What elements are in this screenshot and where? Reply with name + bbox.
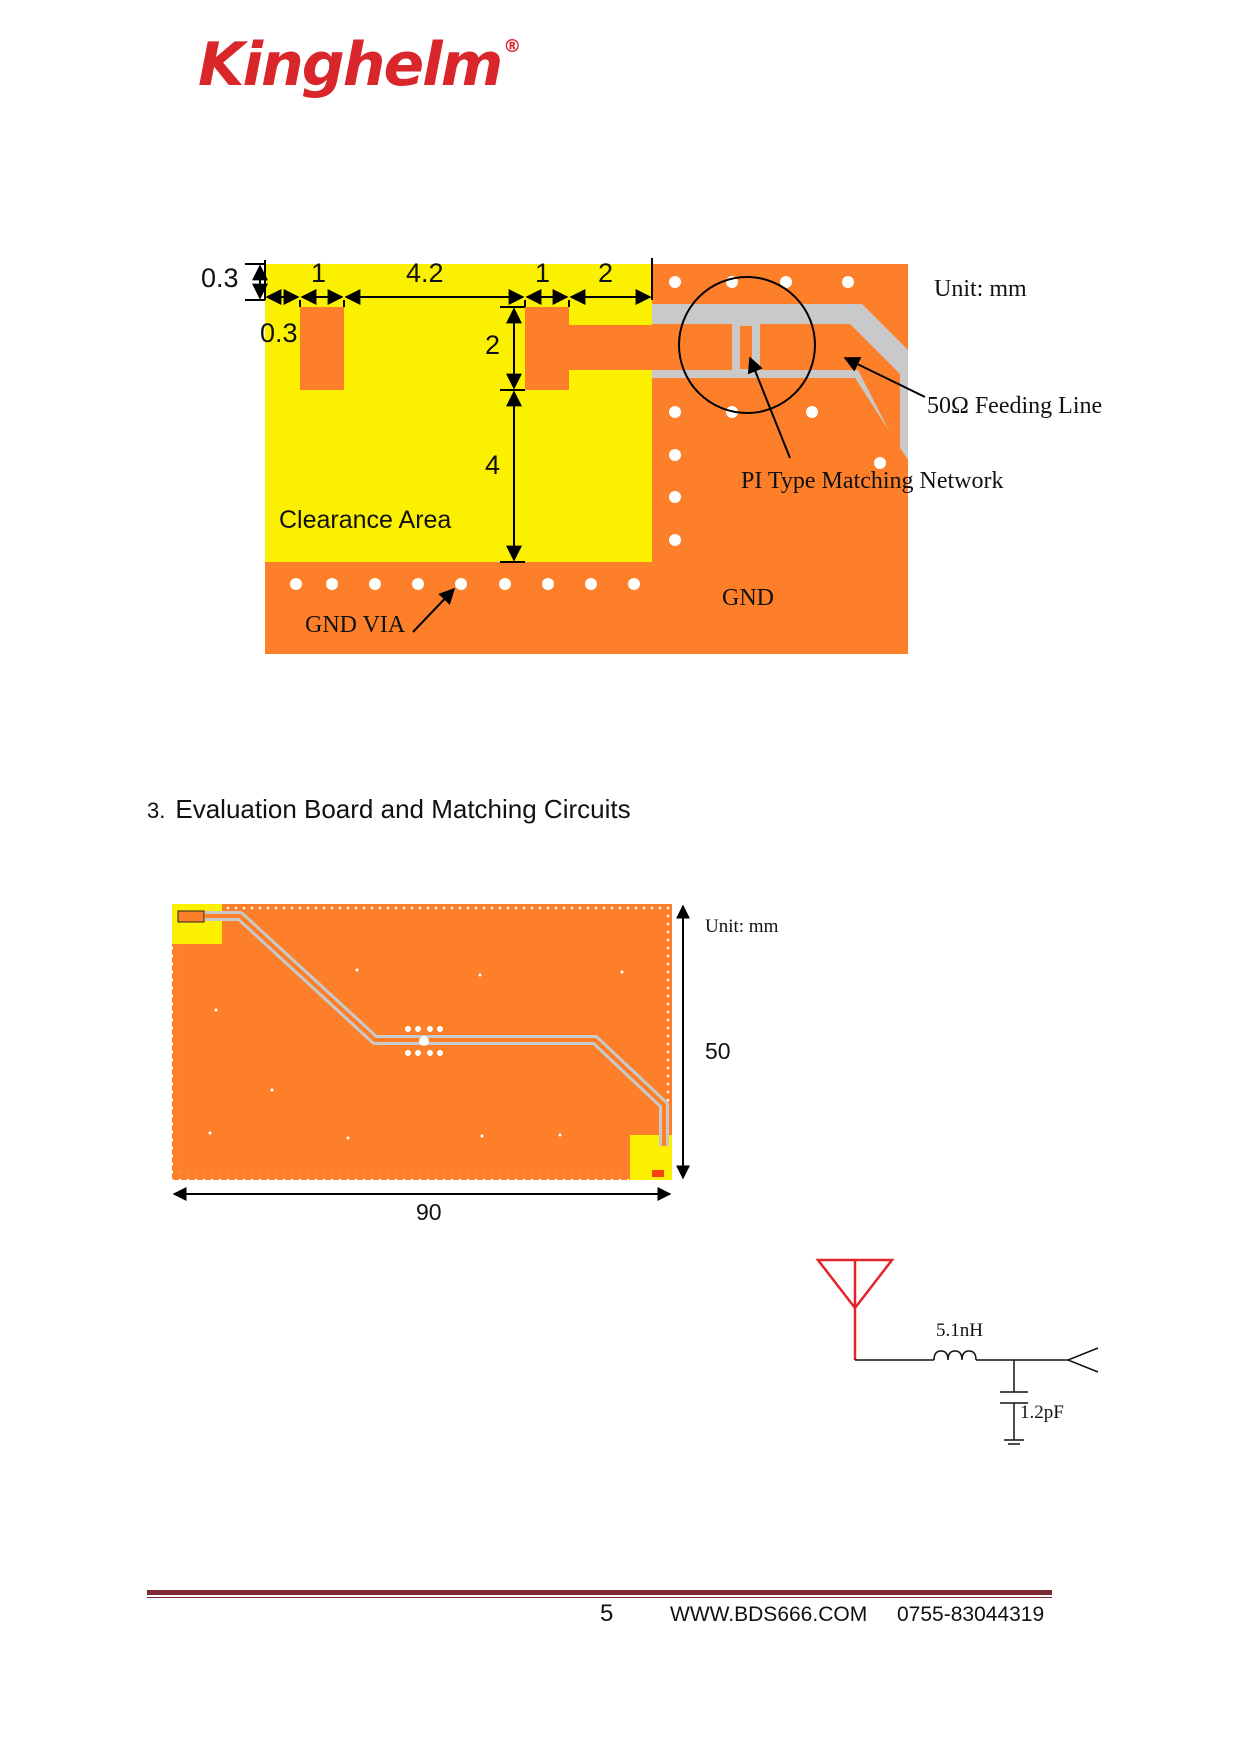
board-height-label: 50 <box>705 1038 731 1064</box>
board-edge-vias-bottom <box>172 1173 672 1180</box>
feed-trace <box>569 325 659 370</box>
inductor-value-label: 5.1nH <box>936 1320 983 1341</box>
board-unit-label: Unit: mm <box>705 916 779 937</box>
dim-top-offset: 0.3 <box>201 263 239 293</box>
logo-text: Kinghelm <box>198 30 502 100</box>
antenna-pad-2 <box>525 307 569 390</box>
page-number: 5 <box>600 1600 614 1627</box>
registered-mark: ® <box>503 36 520 57</box>
evaluation-board-figure <box>0 880 900 1240</box>
board-width-label: 90 <box>416 1199 442 1225</box>
section-heading <box>147 794 631 825</box>
matching-pad-shunt <box>740 326 752 369</box>
antenna-element-top-left <box>178 911 204 922</box>
matching-circuit-schematic <box>800 1240 1120 1470</box>
footer-rule <box>147 1590 1052 1595</box>
section-title: Evaluation Board and Matching Circuits <box>175 794 631 824</box>
dim-feed-len: 2 <box>598 258 614 288</box>
footer-phone: 0755-83044319 <box>897 1603 1045 1626</box>
dim-pad2-width: 1 <box>535 258 551 288</box>
sma-pad <box>652 1170 664 1177</box>
gnd-via-label: GND VIA <box>305 612 406 638</box>
board-edge-vias-left <box>172 904 179 1180</box>
dim-clearance-depth: 4 <box>485 450 501 480</box>
footer-rule-thin <box>147 1597 1052 1598</box>
board-edge-vias-top <box>172 904 672 911</box>
clearance-area-label: Clearance Area <box>279 506 452 534</box>
ground-copper-bottom <box>265 562 908 654</box>
dim-pad-height: 2 <box>485 330 501 360</box>
unit-label: Unit: mm <box>934 276 1027 302</box>
dim-pad1-width: 1 <box>311 258 327 288</box>
antenna-symbol <box>818 1260 892 1360</box>
board-clearance-top-left <box>172 904 222 944</box>
feeding-line-label: 50Ω Feeding Line <box>927 393 1103 419</box>
antenna-pad-1 <box>300 307 344 390</box>
inductor-symbol <box>934 1351 976 1360</box>
rf-connector-symbol <box>1068 1348 1098 1372</box>
dim-gap-4-2: 4.2 <box>406 258 444 288</box>
antenna-clearance-figure <box>0 0 1241 700</box>
capacitor-value-label: 1.2pF <box>1020 1402 1064 1423</box>
dim-left-gap: 0.3 <box>260 318 298 348</box>
footer-website: WWW.BDS666.COM <box>670 1603 868 1626</box>
matching-network-label: PI Type Matching Network <box>741 468 1004 494</box>
gnd-label: GND <box>722 585 774 611</box>
section-number: 3. <box>147 798 166 823</box>
